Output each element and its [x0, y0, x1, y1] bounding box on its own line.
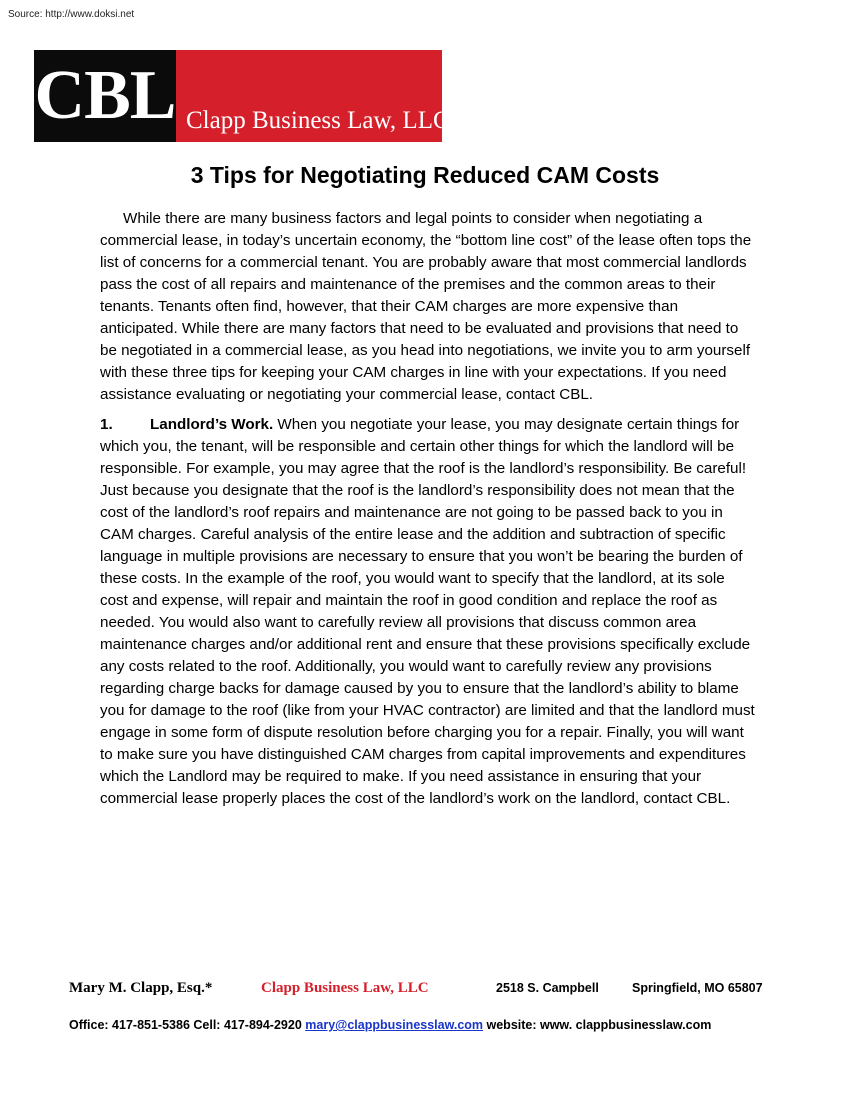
logo-banner: [176, 50, 450, 142]
footer-letterhead: [69, 978, 789, 1000]
tip-1-paragraph: [100, 414, 756, 810]
footer-city: Springfield, MO 65807: [632, 981, 763, 995]
footer-address: 2518 S. Campbell: [496, 981, 599, 995]
tip-1-text: When you negotiate your lease, you may designate certain things for which you, the tenant, will be responsible and certain other things for which the landlord will be responsible. For example, you may agree that the roof is the landlord’s responsibility. Be careful! Just because you designate that the roof is the landlord’s responsibility does not mean that the cost of the landlord’s roof repairs and maintenance are not going to be passed back to you in CAM charges. Careful analysis of the entire lease and the addition and subtraction of specific language in multiple provisions are necessary to ensure that you won’t be bearing the burden of these costs. In the example of the roof, you would want to specify that the landlord, at its sole cost and expense, will repair and maintain the roof in good condition and replace the roof as needed. You would also want to carefully review all provisions that discuss common area maintenance charges and/or additional rent and ensure that these provisions specifically exclude any costs related to the roof. Additionally, you would want to carefully review any provisions regarding charge backs for damage caused by you to ensure that the landlord’s ability to blame you for damage to the roof (like from your HVAC contractor) are limited and that the landlord must engage in some form of dispute resolution before charging you for a repair. Finally, you will want to make sure you have distinguished CAM charges from capital improvements and expenditures which the Landlord may be required to make. If you need assistance in ensuring that your commercial lease properly places the cost of the landlord’s work on the landlord, contact CBL.: [100, 416, 755, 807]
footer-contact: [69, 1015, 809, 1035]
tip-1-heading: Landlord’s Work.: [150, 416, 274, 433]
footer-email-link[interactable]: mary@clappbusinesslaw.com: [305, 1018, 484, 1032]
logo-initials: CBL: [34, 50, 176, 142]
tip-1-number: 1.: [100, 416, 113, 433]
source-note: Source: http://www.doksi.net: [8, 9, 135, 20]
document-body: [100, 208, 756, 810]
logo-firm-name: Clapp Business Law, LLC: [186, 107, 450, 134]
firm-logo: [34, 50, 450, 142]
footer-phones: Office: 417-851-5386 Cell: 417-894-2920: [69, 1018, 306, 1032]
intro-paragraph: While there are many business factors and legal points to consider when negotiating a commercial lease, in today’s uncertain economy, the “bottom line cost” of the lease often tops the list of concerns for a commercial tenant. You are probably aware that most commercial landlords pass the cost of all repairs and maintenance of the premises and the common areas to their tenants. Tenants often find, however, that their CAM charges are more expensive than anticipated. While there are many factors that need to be evaluated and provisions that need to be negotiated in a commercial lease, as you head into negotiations, we invite you to arm yourself with these three tips for keeping your CAM charges in line with your expectations. If you need assistance evaluating or negotiating your commercial lease, contact CBL.: [100, 210, 752, 403]
footer-firm-name: Clapp Business Law, LLC: [261, 980, 429, 996]
footer-attorney-name: Mary M. Clapp, Esq.*: [69, 980, 213, 996]
page-title: 3 Tips for Negotiating Reduced CAM Costs: [190, 162, 660, 188]
footer-website: website: www. clappbusinesslaw.com: [483, 1018, 712, 1032]
